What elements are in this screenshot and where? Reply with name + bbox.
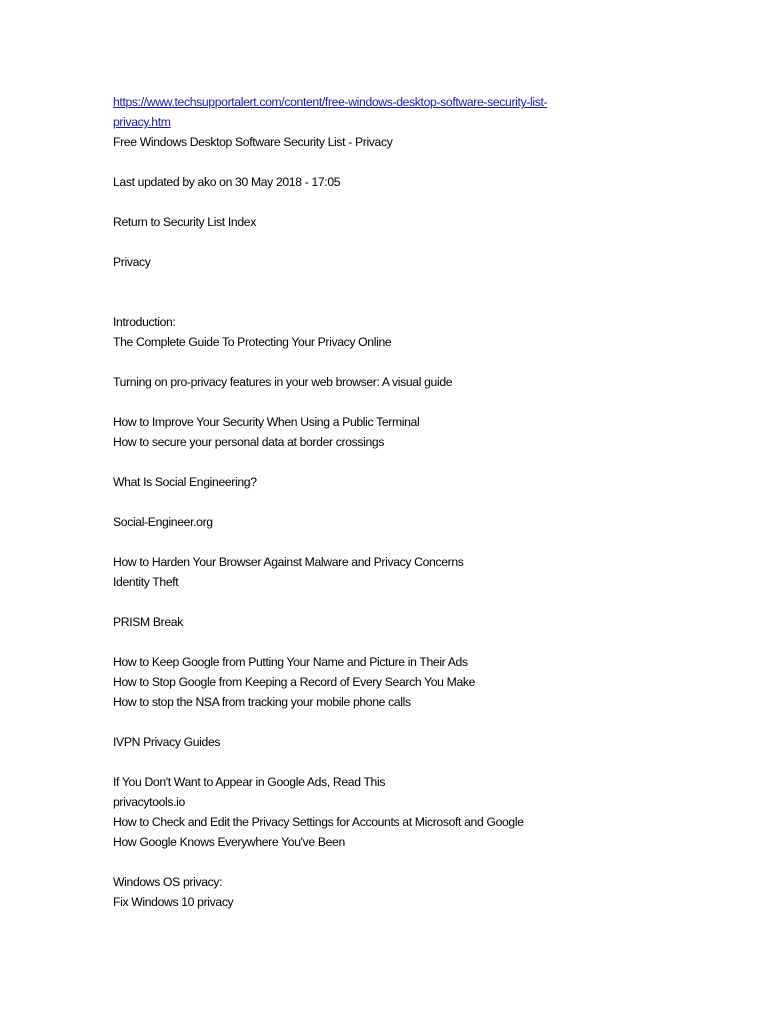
document-title: Free Windows Desktop Software Security List - Privacy bbox=[113, 135, 393, 149]
document-page bbox=[113, 92, 633, 912]
list-item: Turning on pro-privacy features in your web browser: A visual guide bbox=[113, 375, 453, 389]
source-url-line-2[interactable]: privacy.htm bbox=[113, 115, 171, 129]
windows-os-label: Windows OS privacy: bbox=[113, 875, 223, 889]
list-item: How to stop the NSA from tracking your mobile phone calls bbox=[113, 695, 411, 709]
return-to-index-text: Return to Security List Index bbox=[113, 215, 256, 229]
list-item: What Is Social Engineering? bbox=[113, 475, 257, 489]
introduction-label: Introduction: bbox=[113, 315, 176, 329]
list-item: How to Keep Google from Putting Your Name and Picture in Their Ads bbox=[113, 655, 468, 669]
list-item: If You Don't Want to Appear in Google Ads, Read This bbox=[113, 775, 386, 789]
list-item: IVPN Privacy Guides bbox=[113, 735, 221, 749]
list-item: How Google Knows Everywhere You've Been bbox=[113, 835, 345, 849]
list-item: How to Check and Edit the Privacy Settings for Accounts at Microsoft and Google bbox=[113, 815, 524, 829]
list-item: How to Stop Google from Keeping a Record of Every Search You Make bbox=[113, 675, 476, 689]
section-heading: Privacy bbox=[113, 255, 151, 269]
list-item: How to Improve Your Security When Using a Public Terminal bbox=[113, 415, 420, 429]
list-item: Social-Engineer.org bbox=[113, 515, 213, 529]
source-url-link[interactable] bbox=[113, 92, 623, 132]
list-item: Fix Windows 10 privacy bbox=[113, 895, 234, 909]
list-item: privacytools.io bbox=[113, 795, 185, 809]
source-url-line-1[interactable]: https://www.techsupportalert.com/content/free-windows-desktop-software-security-list- bbox=[113, 95, 548, 109]
list-item: How to Harden Your Browser Against Malware and Privacy Concerns bbox=[113, 555, 464, 569]
list-item: Identity Theft bbox=[113, 575, 179, 589]
list-item: The Complete Guide To Protecting Your Privacy Online bbox=[113, 335, 392, 349]
list-item: How to secure your personal data at border crossings bbox=[113, 435, 385, 449]
list-item: PRISM Break bbox=[113, 615, 183, 629]
last-updated-text: Last updated by ako on 30 May 2018 - 17:05 bbox=[113, 175, 341, 189]
